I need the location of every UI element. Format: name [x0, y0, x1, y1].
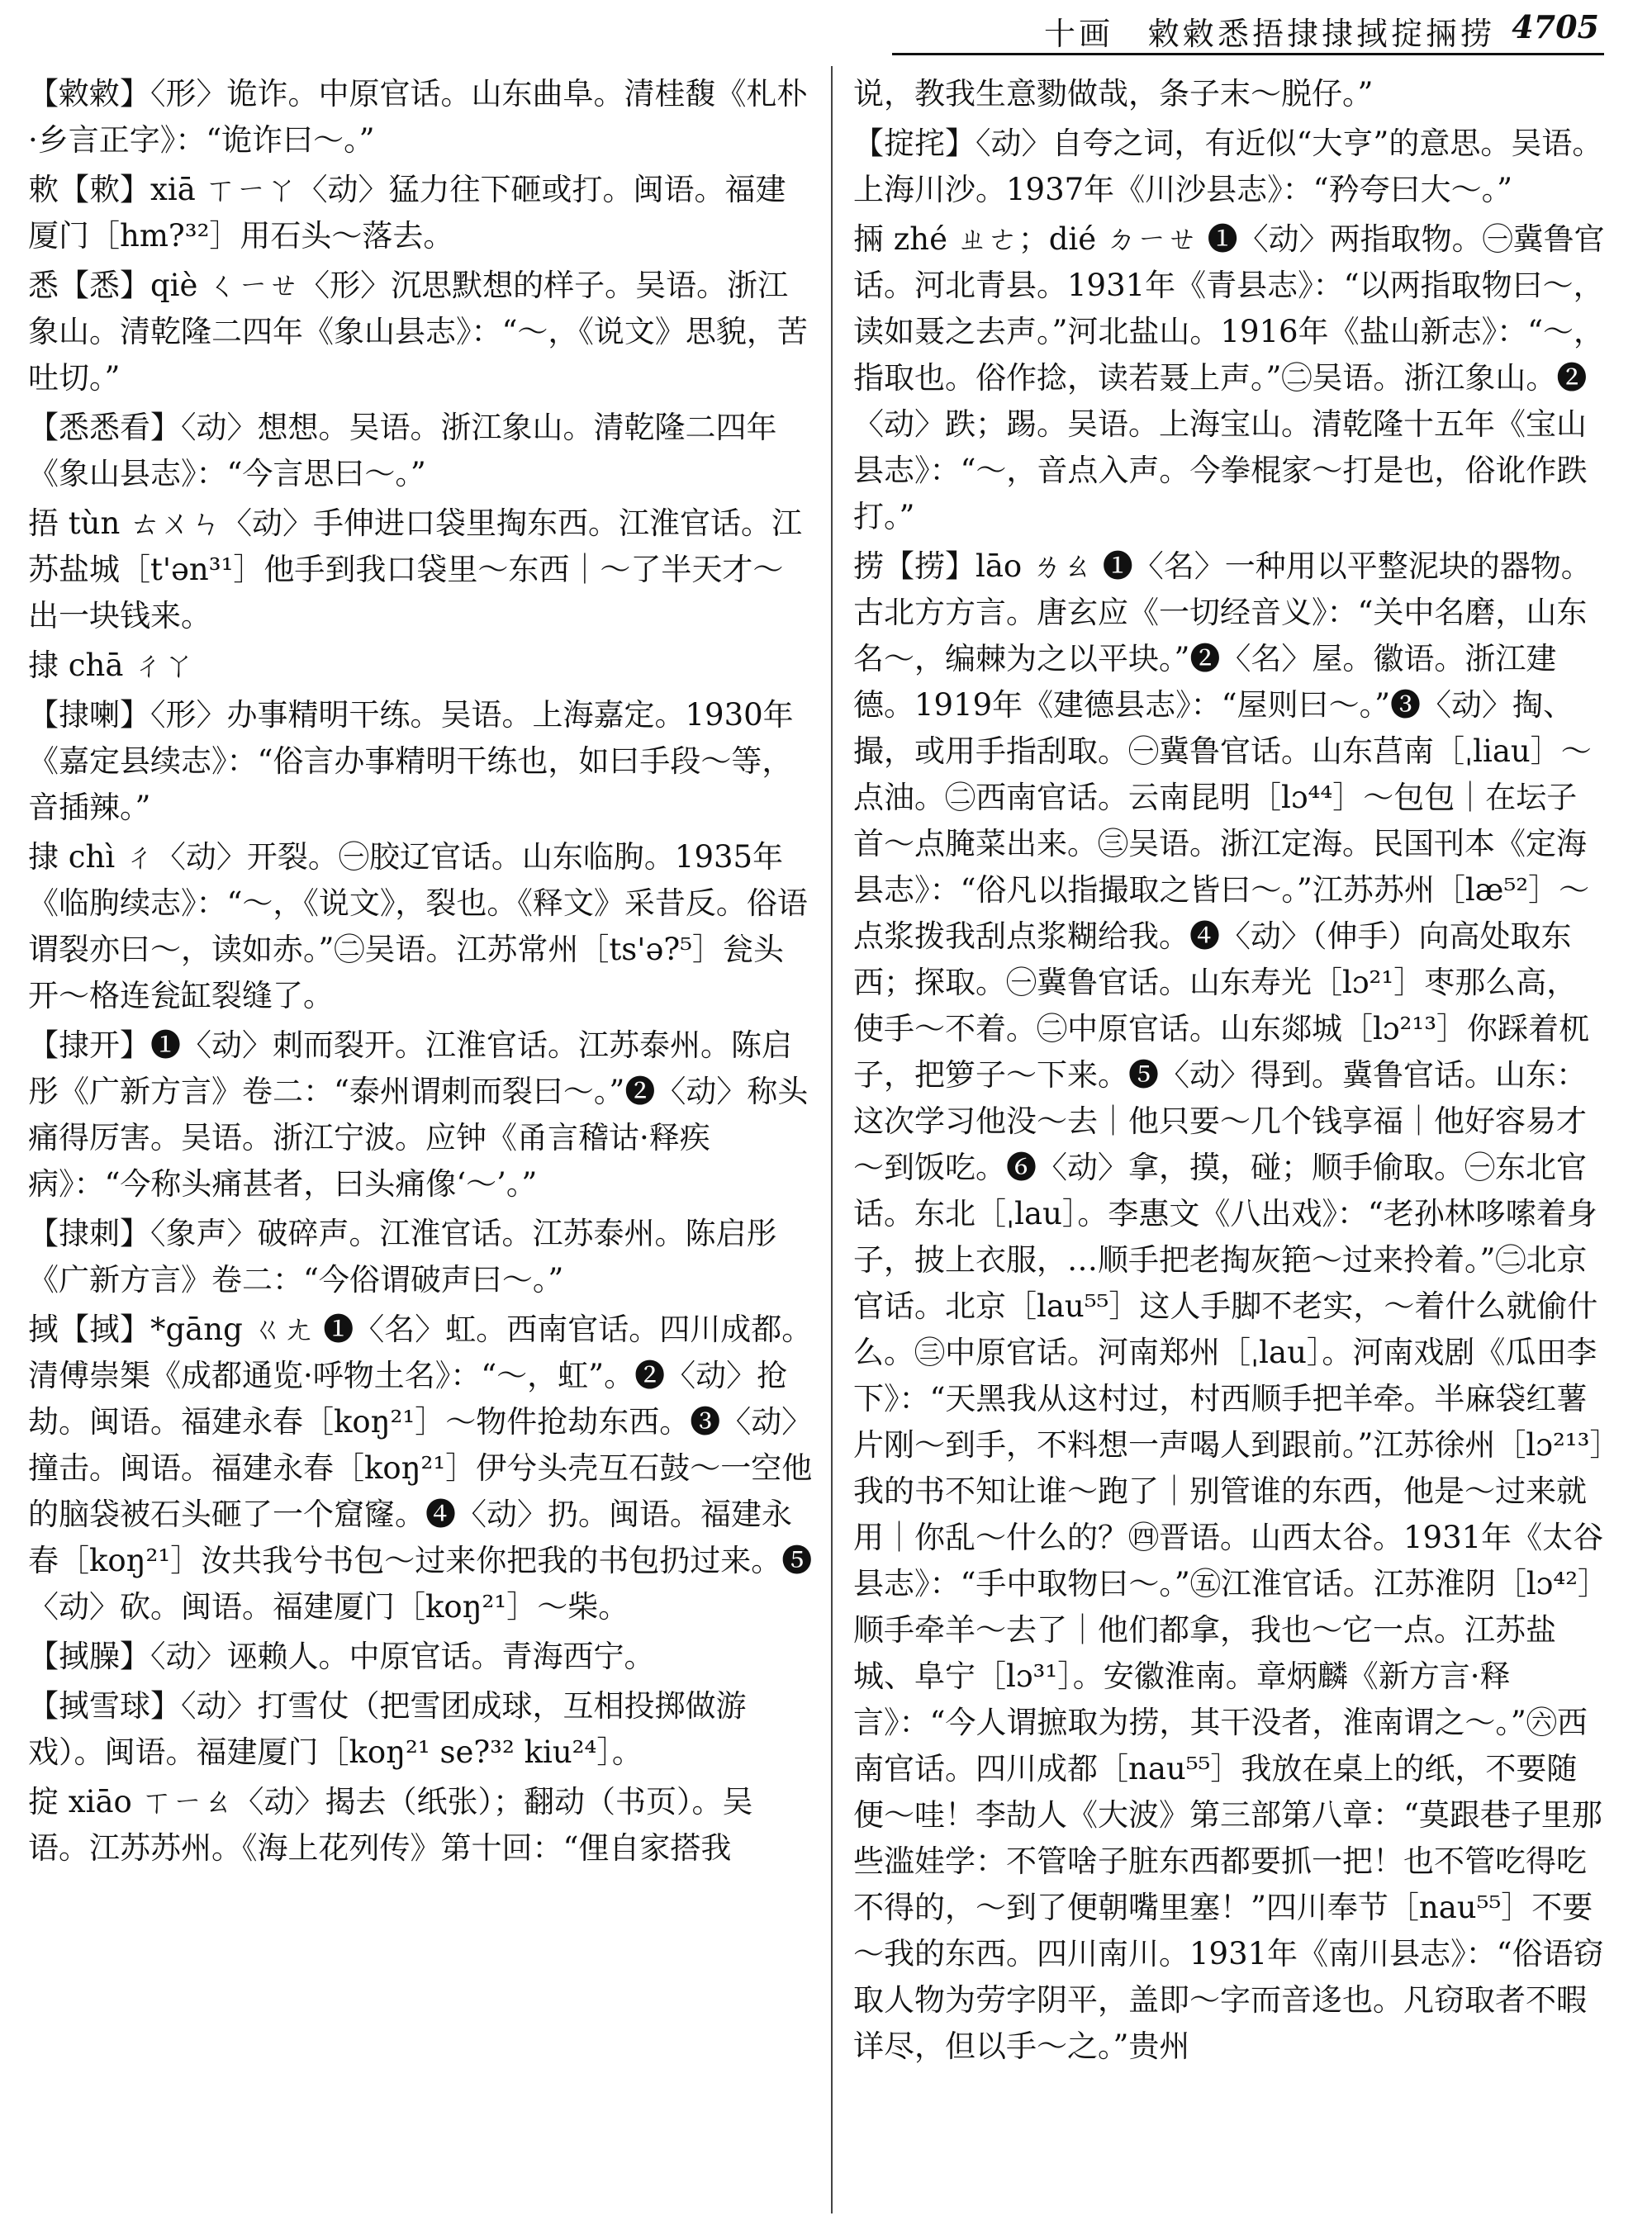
entry: 【悉悉看】〈动〉想想。吴语。浙江象山。清乾隆二四年《象山县志》：“今言思曰～。”: [28, 410, 777, 491]
entry: 【捸刺】〈象声〉破碎声。江淮官话。江苏泰州。陈启彤《广新方言》卷二：“今俗谓破声曰～。”: [28, 1216, 777, 1298]
entry: 说，教我生意勠做哉，条子末～脱仔。”: [853, 76, 1374, 112]
entry: 【掝臊】〈动〉诬赖人。中原官话。青海西宁。: [28, 1639, 655, 1674]
entry: 【掝雪球】〈动〉打雪仗（把雪团成球，互相投掷做游戏）。闽语。福建厦门［koŋ²¹ se?³² kiu²⁴］。: [28, 1688, 747, 1770]
entry: 捸 chì ㄔ〈动〉开裂。㊀胶辽官话。山东临朐。1935年《临朐续志》：“～，《说文》，裂也。《释文》采昔反。俗语谓裂亦曰～，读如赤。”㊁吴语。江苏常州［ts'ə?⁵］瓮头开～格连瓮缸裂缝了。: [28, 839, 808, 1013]
entry: 掚 zhé ㄓㄜ；dié ㄉㄧㄝ ❶〈动〉两指取物。㊀冀鲁官话。河北青县。1931年《青县志》：“以两指取物曰～，读如聂之去声。”河北盐山。1916年《盐山新志》：“～，指取也。俗作捻，读若聂上声。”㊁吴语。浙江象山。❷〈动〉跌；踢。吴语。上海宝山。清乾隆十五年《宝山县志》：“～，音点入声。今拳棍家～打是也，俗讹作跌打。”: [853, 221, 1605, 534]
right-column: [853, 71, 1605, 2073]
entry: 掟 xiāo ㄒㄧㄠ〈动〉揭去（纸张）；翻动（书页）。吴语。江苏苏州。《海上花列传》第十回：“俚自家搭我: [28, 1784, 753, 1866]
entry: 捸 chā ㄔㄚ: [28, 648, 195, 683]
page-header: [892, 0, 1604, 55]
entry: 悉【悉】qiè ㄑㄧㄝ〈形〉沉思默想的样子。吴语。浙江象山。清乾隆二四年《象山县志》：“～，《说文》思貌，苦吐切。”: [28, 268, 808, 396]
entry: 【捸喇】〈形〉办事精明干练。吴语。上海嘉定。1930年《嘉定县续志》：“俗言办事精明干练也，如曰手段～等，音插辣。”: [28, 697, 794, 825]
column-divider: [831, 66, 833, 2213]
left-column: [28, 71, 813, 1875]
entry: 欶【欶】xiā ㄒㄧㄚ〈动〉猛力往下砸或打。闽语。福建厦门［hm?³²］用石头～落去。: [28, 172, 786, 254]
page-number: 4705: [1512, 8, 1599, 45]
entry: 捞【捞】lāo ㄌㄠ ❶〈名〉一种用以平整泥块的器物。古北方方言。唐玄应《一切经音义》：“关中名磨，山东名～，编棘为之以平块。”❷〈名〉屋。徽语。浙江建德。1919年《建德县志》：“屋则曰～。”❸〈动〉掏、撮，或用手指刮取。㊀冀鲁官话。山东莒南［ˌliau］～点油。㊁西南官话。云南昆明［lɔ⁴⁴］～包包｜在坛子首～点腌菜出来。㊂吴语。浙江定海。民国刊本《定海县志》：“俗凡以指撮取之皆曰～。”江苏苏州［læ⁵²］～点浆拨我刮点浆糊给我。❹〈动〉（伸手）向高处取东西；探取。㊀冀鲁官话。山东寿光［lɔ²¹］枣那么高，使手～不着。㊁中原官话。山东郯城［lɔ²¹³］你踩着杌子，把箩子～下来。❺〈动〉得到。冀鲁官话。山东：这次学习他没～去｜他只要～几个钱享福｜他好容易才～到饭吃。❻〈动〉拿，摸，碰；顺手偷取。㊀东北官话。东北［ˌlau］。李惠文《八出戏》：“老孙林哆嗦着身子，披上衣服，…顺手把老掏灰筢～过来拎着。”㊁北京官话。北京［lau⁵⁵］这人手脚不老实，～着什么就偷什么。㊂中原官话。河南郑州［ˌlau］。河南戏剧《瓜田李下》：“天黑我从这村过，村西顺手把羊牵。半麻袋红薯片刚～到手，不料想一声喝人到跟前。”江苏徐州［lɔ²¹³］我的书不知让谁～跑了｜别管谁的东西，他是～过来就用｜你乱～什么的？㊃晋语。山西太谷。1931年《太谷县志》：“手中取物曰～。”㊄江淮官话。江苏淮阴［lɔ⁴²］顺手牵羊～去了｜他们都拿，我也～它一点。江苏盐城、阜宁［lɔ³¹］。安徽淮南。章炳麟《新方言·释言》：“今人谓摭取为捞，其干没者，淮南谓之～。”㊅西南官话。四川成都［nau⁵⁵］我放在桌上的纸，不要随便～哇！李劼人《大波》第三部第八章：“莫跟巷子里那些滥娃学：不管啥子脏东西都要抓一把！也不管吃得吃不得的，～到了便朝嘴里塞！”四川奉节［nau⁵⁵］不要～我的东西。四川南川。1931年《南川县志》：“俗语窃取人物为劳字阴平，盖即～字而音迻也。凡窃取者不暇详尽，但以手～之。”贵州: [853, 548, 1605, 2064]
header-title: 十画 敹敹悉捂捸捸掝掟掚捞: [1044, 16, 1496, 52]
entry: 捂 tùn ㄊㄨㄣ〈动〉手伸进口袋里掏东西。江淮官话。江苏盐城［t'ən³¹］他手到我口袋里～东西｜～了半天才～出一块钱来。: [28, 505, 803, 633]
entry: 【捸开】❶〈动〉刺而裂开。江淮官话。江苏泰州。陈启彤《广新方言》卷二：“泰州谓刺而裂曰～。”❷〈动〉称头痛得厉害。吴语。浙江宁波。应钟《甬言稽诂·释疾病》：“今称头痛甚者，曰头痛像‘～’。”: [28, 1027, 809, 1202]
entry: 掝【掝】*gāng ㄍㄤ ❶〈名〉虹。西南官话。四川成都。清傅崇榘《成都通览·呼物土名》：“～，虹”。❷〈动〉抢劫。闽语。福建永春［koŋ²¹］～物件抢劫东西。❸〈动〉撞击。闽语。福建永春［koŋ²¹］伊兮头壳互石鼓～一空他的脑袋被石头砸了一个窟窿。❹〈动〉扔。闽语。福建永春［koŋ²¹］汝共我兮书包～过来你把我的书包扔过来。❺〈动〉砍。闽语。福建厦门［koŋ²¹］～柴。: [28, 1312, 813, 1625]
entry: 【掟挓】〈动〉自夸之词，有近似“大亨”的意思。吴语。上海川沙。1937年《川沙县志》：“矜夸曰大～。”: [853, 126, 1603, 207]
entry: 【敹敹】〈形〉诡诈。中原官话。山东曲阜。清桂馥《札朴·乡言正字》：“诡诈曰～。”: [28, 76, 808, 158]
